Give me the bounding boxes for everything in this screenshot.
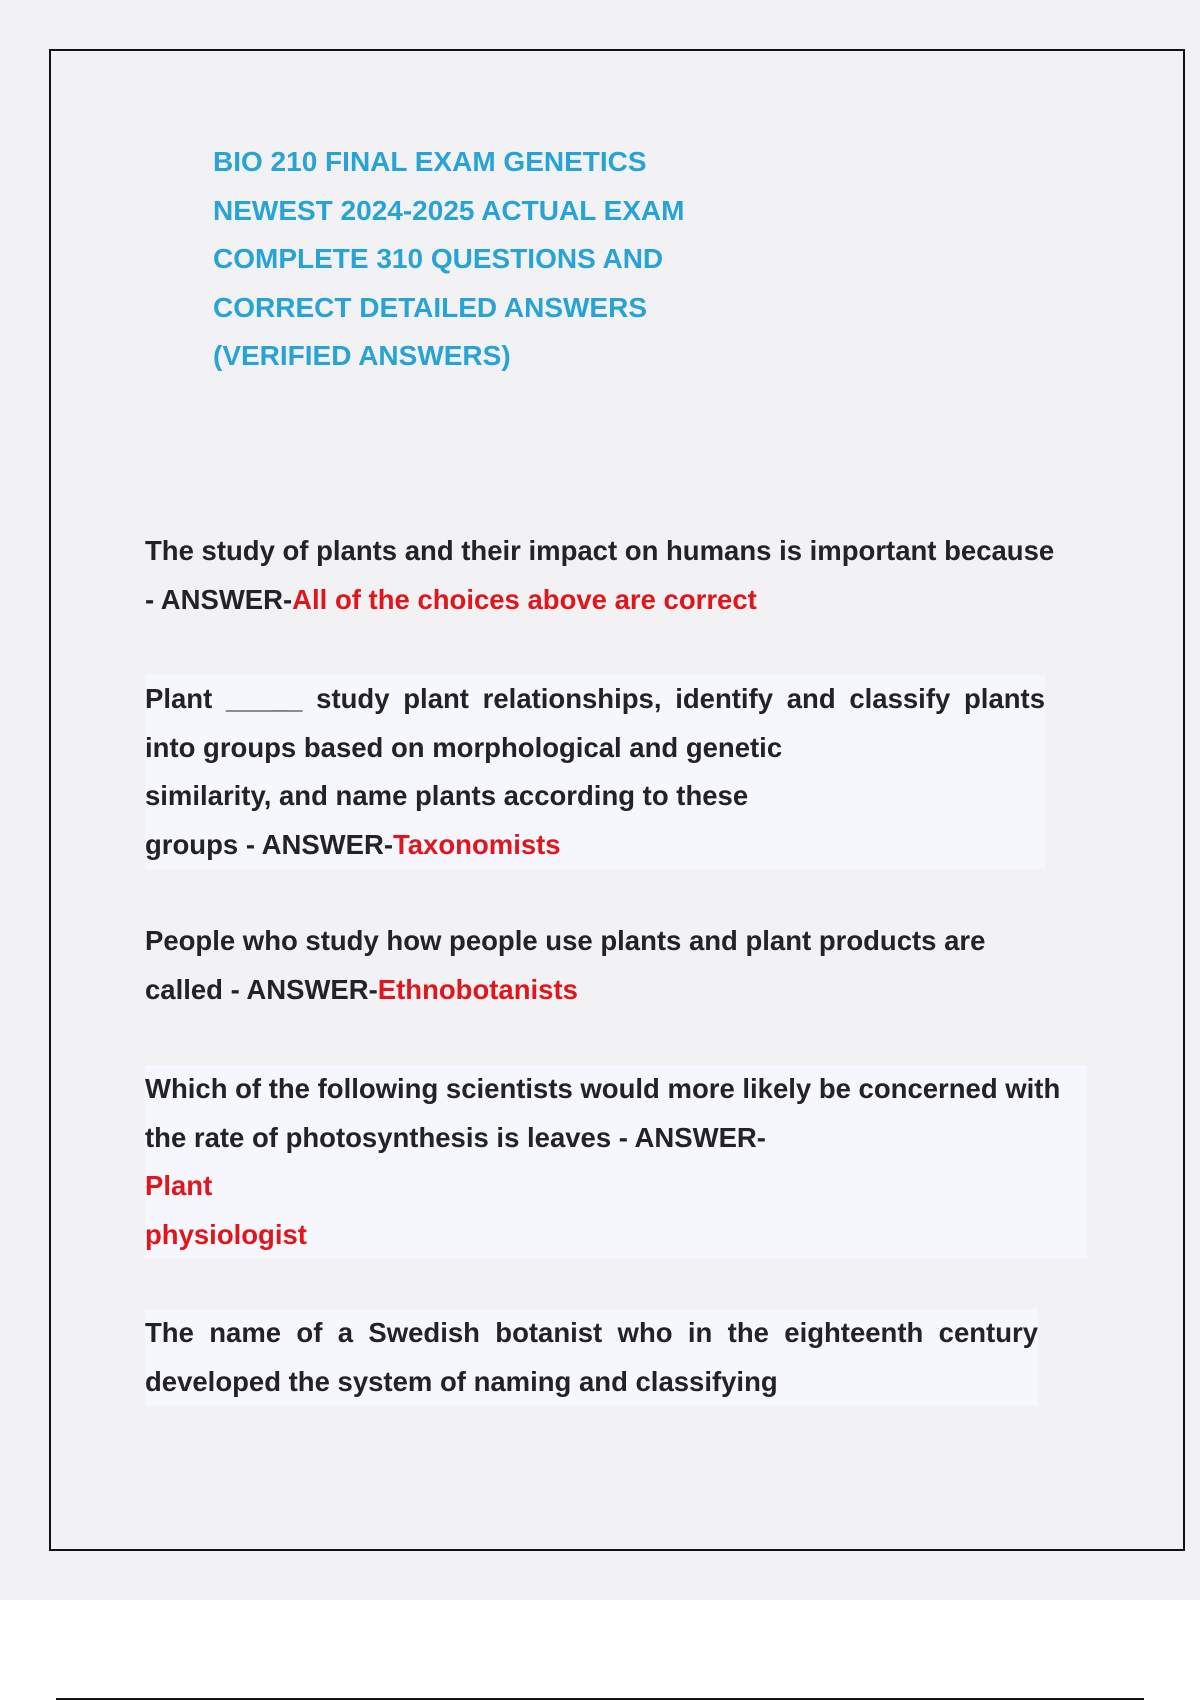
question-text: People who study how people use plants and plant products are [145, 925, 986, 956]
answer-text: physiologist [145, 1218, 307, 1250]
answer-text: Ethnobotanists [377, 973, 578, 1005]
question-text-cont: the rate of photosynthesis is leaves - ANSWER- [145, 1121, 766, 1153]
question-text-cont: groups - ANSWER-Taxonomists [145, 828, 561, 860]
question-text: The study of plants and their impact on humans is important because [145, 535, 1055, 566]
title-line: (VERIFIED ANSWERS) [213, 340, 511, 371]
question-3 [145, 917, 1015, 1014]
title-line: CORRECT DETAILED ANSWERS [213, 291, 647, 323]
question-text: Plant _____ study plant relationships, identify and classify plants [145, 683, 1045, 714]
question-text: developed the system of naming and classifying [145, 1365, 778, 1397]
answer-text: Taxonomists [393, 828, 561, 860]
document-title [213, 138, 773, 381]
question-2 [145, 675, 1045, 869]
question-text: similarity, and name plants according to these [145, 780, 749, 811]
question-5 [145, 1309, 1038, 1406]
question-text-cont: called - ANSWER-Ethnobotanists [145, 973, 578, 1005]
title-line: NEWEST 2024-2025 ACTUAL EXAM [213, 194, 685, 226]
question-1 [145, 527, 1080, 624]
question-text: into groups based on morphological and genetic [145, 731, 783, 763]
title-line: COMPLETE 310 QUESTIONS AND [213, 243, 664, 274]
question-4 [145, 1065, 1087, 1259]
answer-text: Plant [145, 1170, 213, 1201]
question-text: The name of a Swedish botanist who in the eighteenth century [145, 1317, 1038, 1348]
title-line: BIO 210 FINAL EXAM GENETICS [213, 146, 647, 177]
question-text-cont: - ANSWER-All of the choices above are correct [145, 583, 757, 615]
answer-text: All of the choices above are correct [292, 583, 757, 615]
question-text: Which of the following scientists would more likely be concerned with [145, 1073, 1061, 1104]
